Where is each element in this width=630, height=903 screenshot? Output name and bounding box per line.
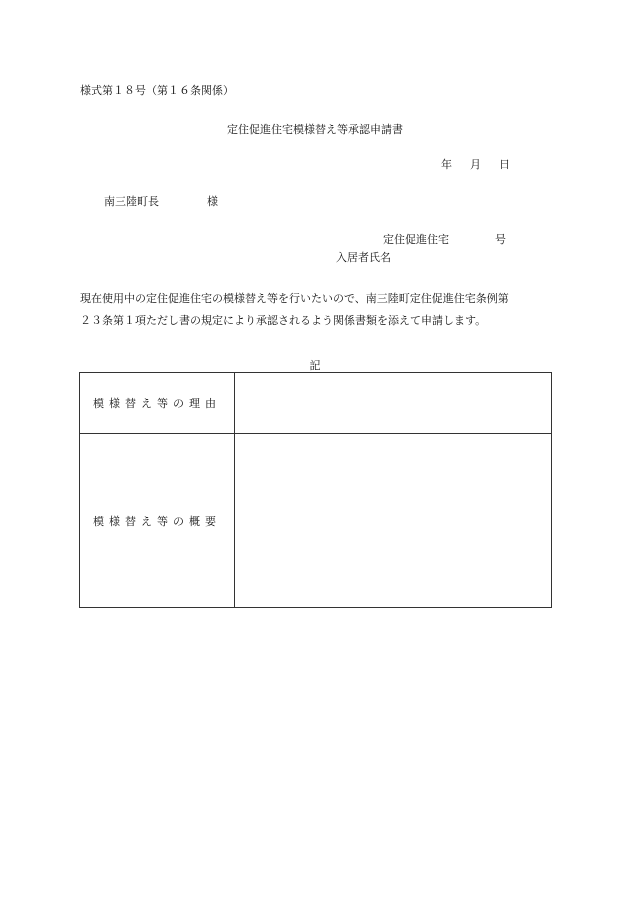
- month-label: 月: [470, 158, 481, 171]
- resident-name-label: 入居者氏名: [336, 251, 391, 264]
- document-title: 定住促進住宅模様替え等承認申請書: [227, 123, 403, 136]
- summary-field[interactable]: [235, 434, 552, 608]
- reason-label: 模様替え等の理由: [80, 373, 235, 434]
- year-label: 年: [441, 158, 452, 171]
- summary-label: 模様替え等の概要: [80, 434, 235, 608]
- table-row: [80, 434, 552, 608]
- number-label: 号: [495, 233, 506, 246]
- body-line-2: ２３条第１項ただし書の規定により承認されるよう関係書類を添えて申請します。: [80, 314, 487, 327]
- form-number: 様式第１８号（第１６条関係）: [80, 84, 234, 97]
- housing-label: 定住促進住宅: [383, 233, 449, 246]
- addressee-honorific: 様: [207, 195, 218, 208]
- addressee-name: 南三陸町長: [104, 195, 159, 208]
- body-line-1: 現在使用中の定住促進住宅の模様替え等を行いたいので、南三陸町定住促進住宅条例第: [80, 292, 509, 305]
- day-label: 日: [499, 158, 510, 171]
- record-heading: 記: [309, 359, 321, 372]
- record-table: [79, 372, 552, 608]
- date-line: [441, 156, 510, 172]
- housing-number-line: [383, 231, 506, 247]
- table-row: [80, 373, 552, 434]
- body-text: [80, 288, 552, 332]
- reason-field[interactable]: [235, 373, 552, 434]
- addressee: [104, 193, 218, 209]
